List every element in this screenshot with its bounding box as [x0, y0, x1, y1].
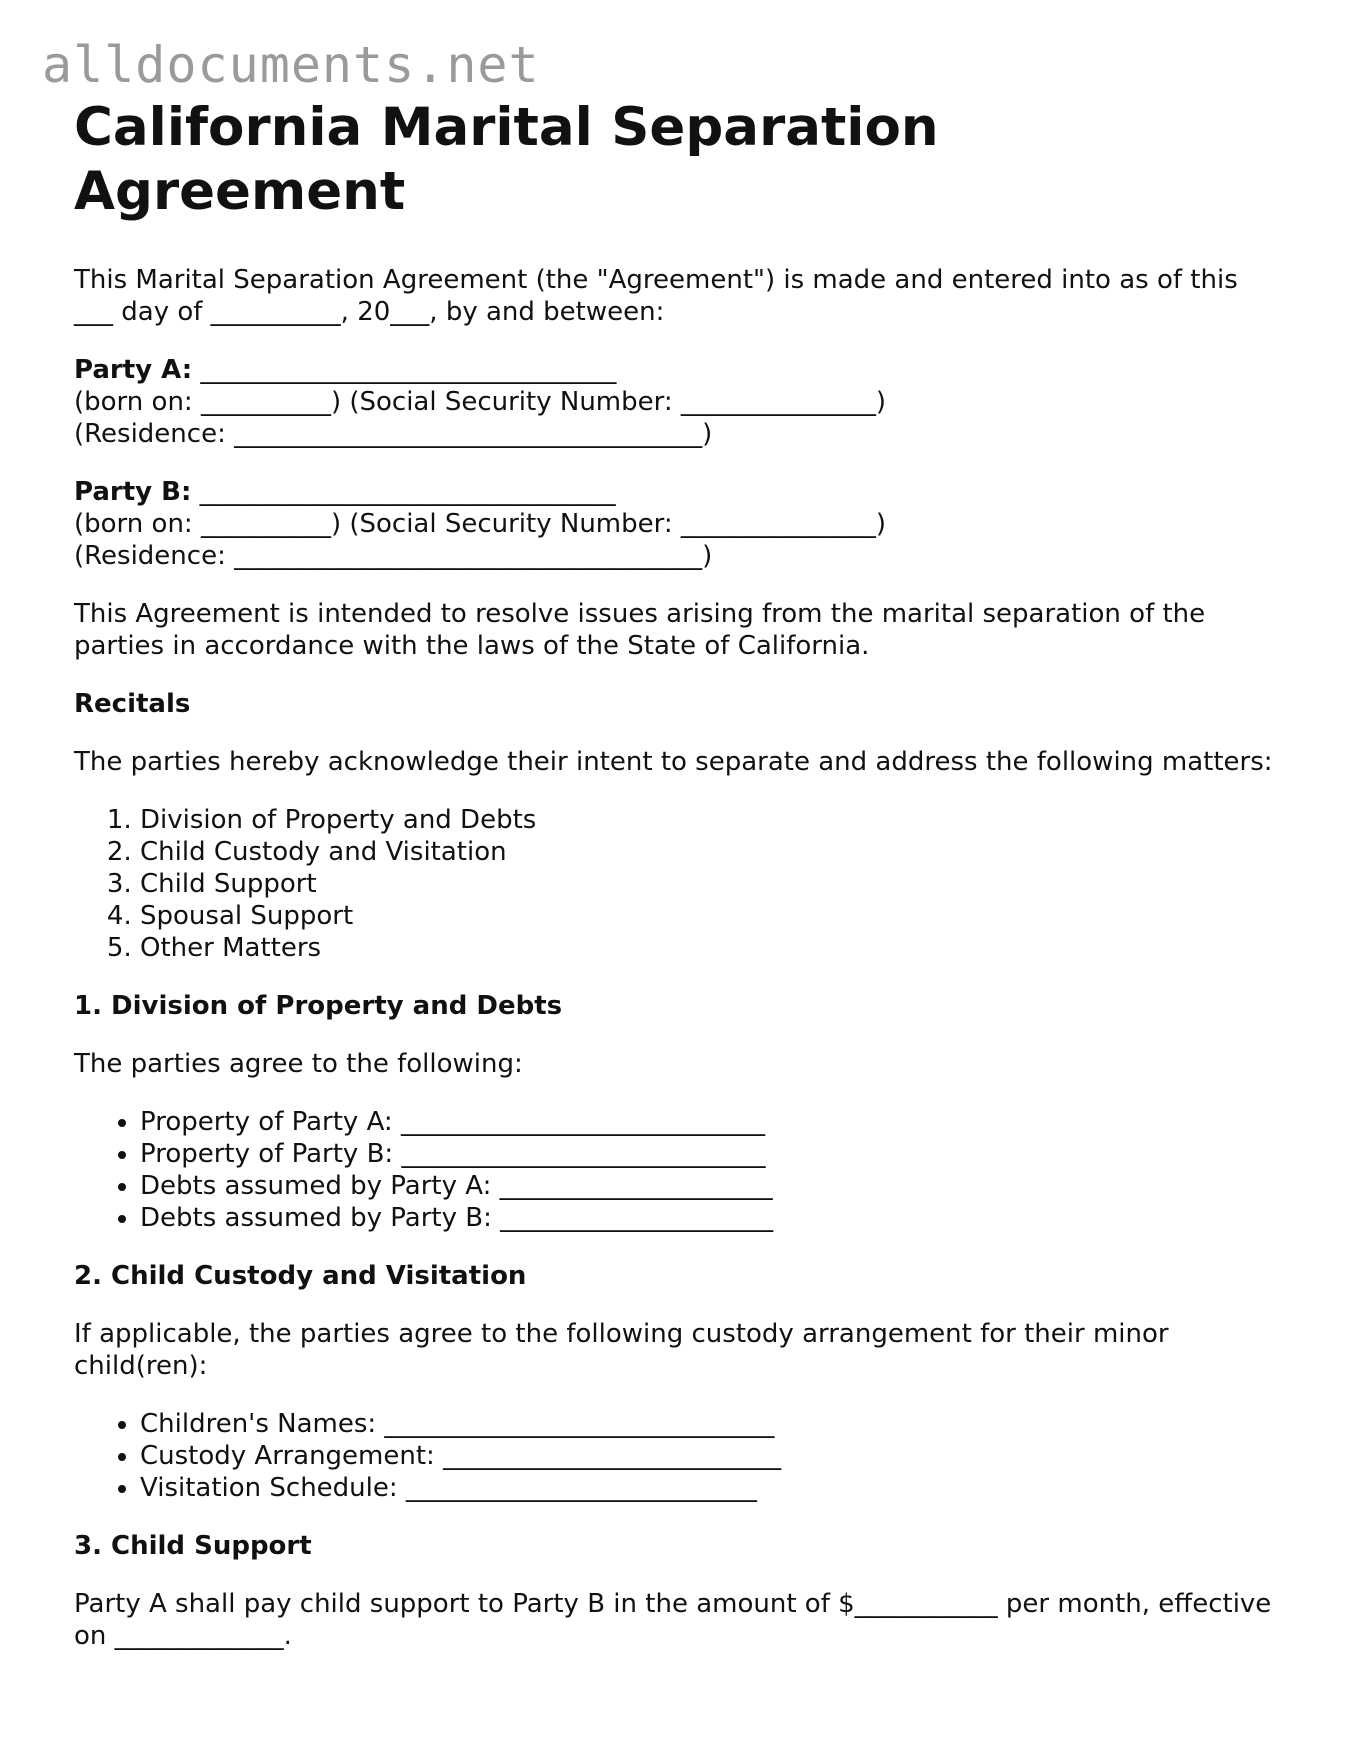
party-b-label: Party B:	[74, 477, 192, 507]
party-b-block	[74, 476, 1274, 572]
section-1-text: The parties agree to the following:	[74, 1049, 523, 1079]
section-3-heading: 3. Child Support	[74, 1531, 312, 1561]
section-2-text: If applicable, the parties agree to the following custody arrangement for their minor child(ren):	[74, 1319, 1169, 1381]
party-b-name-line	[74, 476, 1274, 508]
section-3-text: Party A shall pay child support to Party B in the amount of $___________ per month, effective on _____________.	[74, 1589, 1272, 1651]
list-item: • Custody Arrangement: __________________________	[140, 1440, 1274, 1472]
list-item: • Debts assumed by Party A: _____________________	[140, 1170, 1274, 1202]
purpose-paragraph: This Agreement is intended to resolve issues arising from the marital separation of the parties in accordance with the laws of the State of California.	[74, 599, 1206, 661]
list-item: • Property of Party B: ____________________________	[140, 1138, 1274, 1170]
document-body	[74, 96, 1274, 1652]
party-b-residence-line: (Residence: ____________________________________)	[74, 541, 713, 571]
list-item: • Debts assumed by Party B: _____________________	[140, 1202, 1274, 1234]
party-a-name-line	[74, 354, 1274, 386]
party-a-residence-line: (Residence: ____________________________________)	[74, 419, 713, 449]
section-2-list	[74, 1408, 1274, 1504]
intro-paragraph: This Marital Separation Agreement (the "Agreement") is made and entered into as of this ___ day of __________, 20___, by and between:	[74, 265, 1238, 327]
section-1-heading: 1. Division of Property and Debts	[74, 991, 563, 1021]
list-item: 5. Other Matters	[140, 932, 1274, 964]
party-b-name-blank: ________________________________	[191, 477, 616, 507]
recitals-list	[74, 804, 1274, 964]
party-a-name-blank: ________________________________	[192, 355, 617, 385]
recitals-heading: Recitals	[74, 689, 191, 719]
section-2-heading: 2. Child Custody and Visitation	[74, 1261, 527, 1291]
party-a-label: Party A:	[74, 355, 193, 385]
party-b-born-line: (born on: __________) (Social Security Number: _______________)	[74, 509, 887, 539]
section-1-list	[74, 1106, 1274, 1234]
list-item: 2. Child Custody and Visitation	[140, 836, 1274, 868]
list-item: • Children's Names: ______________________________	[140, 1408, 1274, 1440]
list-item: 1. Division of Property and Debts	[140, 804, 1274, 836]
document-title: California Marital Separation Agreement	[74, 97, 939, 222]
list-item: • Property of Party A: ____________________________	[140, 1106, 1274, 1138]
list-item: 3. Child Support	[140, 868, 1274, 900]
list-item: • Visitation Schedule: ___________________________	[140, 1472, 1274, 1504]
recitals-text: The parties hereby acknowledge their intent to separate and address the following matters:	[74, 747, 1273, 777]
list-item: 4. Spousal Support	[140, 900, 1274, 932]
party-a-born-line: (born on: __________) (Social Security Number: _______________)	[74, 387, 887, 417]
party-a-block	[74, 354, 1274, 450]
watermark: alldocuments.net	[42, 36, 540, 94]
